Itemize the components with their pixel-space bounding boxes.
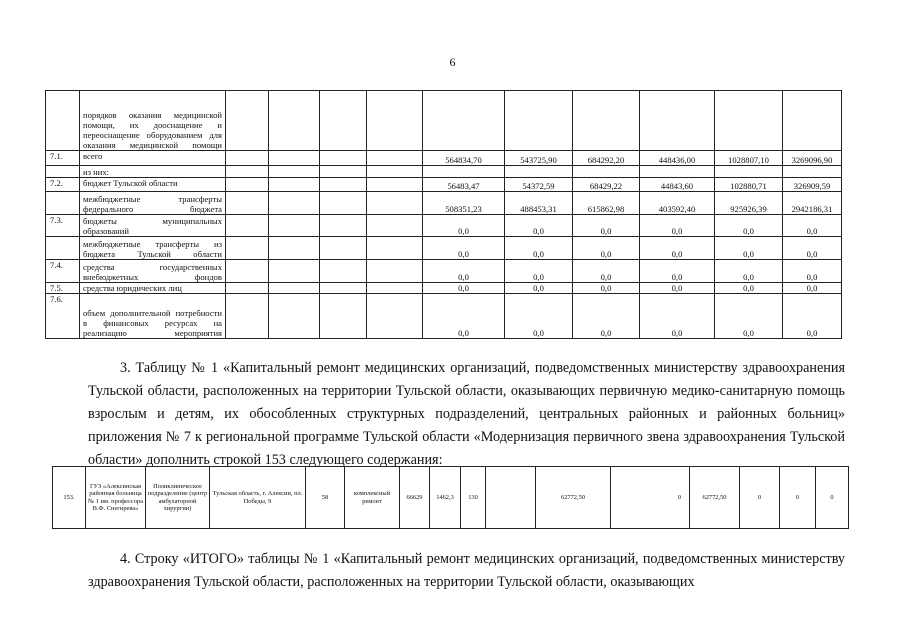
row-number: 7.4.: [46, 260, 80, 283]
paragraph-3: 3. Таблицу № 1 «Капитальный ремонт медицинских организаций, подведомственных министерству здравоохранения Тульской области, расположенных на территории Тульской области, оказывающих первичную медико-санитарную помощь взрослым и детям, их обособленных структурных подразделений, центральных районных и районных больниц» приложения № 7 к региональной программе Тульской области «Модернизация первичного звена здравоохранения Тульской области» дополнить строкой 153 следующего содержания:: [88, 360, 845, 468]
row-153-table: [52, 466, 849, 529]
row-number: [46, 237, 80, 260]
row-label: из них:: [80, 166, 226, 178]
row-label: средства государственных внебюджетных фондов: [80, 260, 226, 283]
row-number: [46, 91, 80, 151]
table-row: межбюджетные трансферты федерального бюджета 508351,23 488453,31 615862,98 403592,40 925926,39 2942186,31: [46, 192, 842, 215]
page-number: 6: [449, 55, 456, 69]
row-label: средства юридических лиц: [80, 283, 226, 294]
table-row: 7.2. бюджет Тульской области 56483,47 54372,59 68429,22 44843,60 102880,71 326909,59: [46, 178, 842, 192]
table-row: [46, 91, 842, 151]
row-number: [46, 166, 80, 178]
financing-table: [45, 90, 842, 339]
row-label: межбюджетные трансферты федерального бюджета: [80, 192, 226, 215]
row-label: межбюджетные трансферты из бюджета Тульской области: [80, 237, 226, 260]
paragraph-4: 4. Строку «ИТОГО» таблицы № 1 «Капитальный ремонт медицинских организаций, подведомственных министерству здравоохранения Тульской области, расположенных на территории Тульской области, оказывающих: [88, 551, 845, 590]
table-row: 7.5. средства юридических лиц 0,0 0,0 0,0 0,0 0,0 0,0: [46, 283, 842, 294]
table-row: межбюджетные трансферты из бюджета Тульской области 0,0 0,0 0,0 0,0 0,0 0,0: [46, 237, 842, 260]
table-row: 7.6. объем дополнительной потребности в финансовых ресурсах на реализацию мероприятия 0,0 0,0 0,0 0,0 0,0 0,0: [46, 294, 842, 339]
row-label: всего: [80, 151, 226, 166]
row-number: 7.5.: [46, 283, 80, 294]
row-number: 7.6.: [46, 294, 80, 339]
table-row: 7.3. бюджеты муниципальных образований 0,0 0,0 0,0 0,0 0,0 0,0: [46, 215, 842, 237]
row-number: 7.3.: [46, 215, 80, 237]
row-number: 7.1.: [46, 151, 80, 166]
row-label: бюджет Тульской области: [80, 178, 226, 192]
row-label: порядков оказания медицинской помощи, их дооснащение и переоснащение оборудованием для оказания медицинской помощи: [80, 91, 226, 151]
row-number: 7.2.: [46, 178, 80, 192]
row-number: [46, 192, 80, 215]
row-label: бюджеты муниципальных образований: [80, 215, 226, 237]
table-row: [46, 166, 842, 178]
table-row: 153. ГУЗ «Алексинская районная больница № 1 им. профессора В.Ф. Снегирева» Поликлиническое подразделение (центр амбулаторной хирургии) Тульская область, г. Алексин, пл. Победы, 9 58 комплексный ремонт 66629 1462,3 130 62772,50 0 62772,50 0 0 0: [53, 467, 849, 529]
table-row: 7.4. средства государственных внебюджетных фондов 0,0 0,0 0,0 0,0 0,0 0,0: [46, 260, 842, 283]
row-label: объем дополнительной потребности в финансовых ресурсах на реализацию мероприятия: [80, 294, 226, 339]
table-row: 7.1. всего 564834,70 543725,90 684292,20 448436,00 1028807,10 3269096,90: [46, 151, 842, 166]
